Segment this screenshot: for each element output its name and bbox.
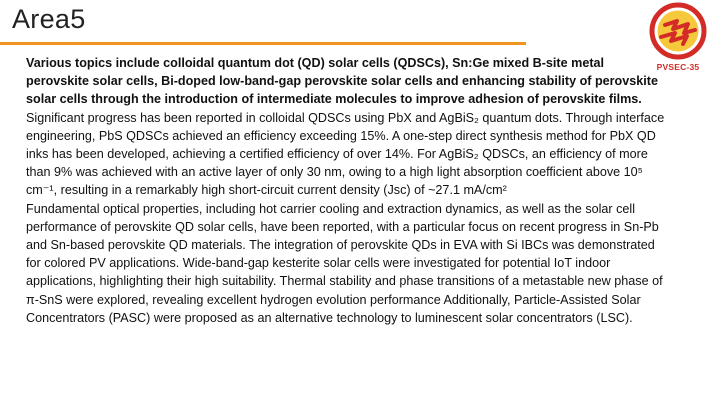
slide-title: Area5 bbox=[12, 4, 86, 34]
quantum-dot-paragraph: Significant progress has been reported in colloidal QDSCs using PbX and AgBiS₂ quantum dots. Through interface engineering, PbS QDSCs achieved an efficiency exceeding 15%. A one-step direct synthesis method for PbX QD inks has been developed, achieving a certified efficiency of over 14%. For AgBiS₂ QDSCs, an efficiency of more than 9% was achieved with an active layer of only 30 nm, owing to a high light absorption coefficient above 10⁵ cm⁻¹, resulting in a remarkably high short-circuit current density (Jsc) of ~27.1 mA/cm² bbox=[26, 110, 665, 198]
logo-label: PVSEC-35 bbox=[656, 62, 700, 72]
summary-paragraph: Various topics include colloidal quantum dot (QD) solar cells (QDSCs), Sn:Ge mixed B-site metal perovskite solar cells, Bi-doped low-band-gap perovskite solar cells and enhancing stability of perovskite solar cells through the introduction of intermediate molecules to improve adhesion of perovskite films. bbox=[26, 56, 658, 107]
title-underline bbox=[0, 42, 526, 45]
slide-body bbox=[26, 54, 670, 327]
optical-properties-paragraph: Fundamental optical properties, including hot carrier cooling and extraction dynamics, as well as the solar cell performance of perovskite QD solar cells, have been reported, with a particular focus on recent progress in Sn-Pb and Sn-based perovskite QD materials. The integration of perovskite QDs in EVA with Si IBCs was demonstrated for colored PV applications. Wide-band-gap kesterite solar cells were investigated for potential IoT indoor applications, highlighting their high suitability. Thermal stability and phase transitions of a metastable new phase of π-SnS were explored, revealing excellent hydrogen evolution performance Additionally, Particle-Assisted Solar Concentrators (PASC) were proposed as an alternative technology to luminescent solar concentrators (LSC). bbox=[26, 201, 663, 325]
pvsec-sun-logo-icon bbox=[647, 2, 709, 62]
